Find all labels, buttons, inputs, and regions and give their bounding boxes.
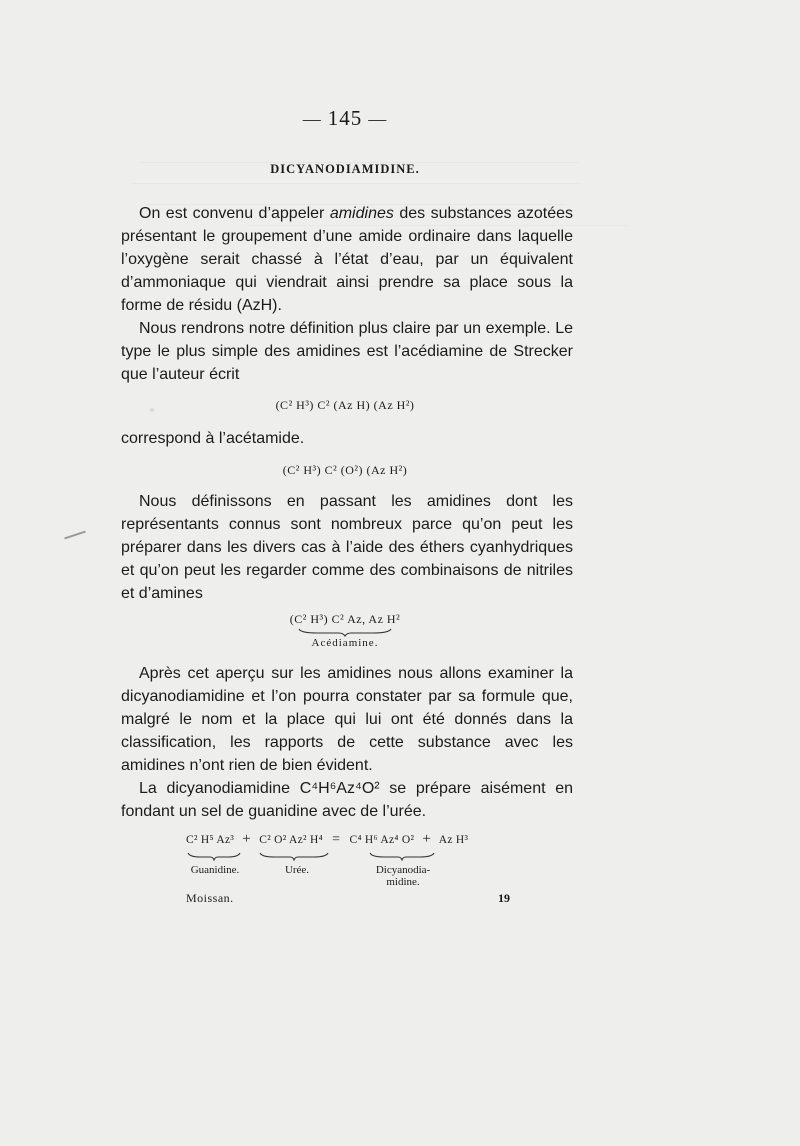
label-dicyanodiamidine — [368, 864, 438, 888]
paragraph-amidines: On est convenu d’appeler amidines des substances azotées présentant le groupement d’une amide ordinaire dans laquelle l’oxygène serait chassé à l’état d’eau, par un équivalent d’ammoniaque qui viendrait ainsi prendre sa place sous la forme de résidu (AzH). — [121, 205, 573, 314]
reaction-equation — [186, 831, 546, 848]
paragraph-acetamide: correspond à l’acétamide. — [121, 430, 305, 447]
signature-mark: 19 — [498, 891, 510, 905]
text-block-4 — [121, 662, 573, 823]
label-guanidine: Guanidine. — [190, 864, 240, 876]
formula-guanidine: C² H⁵ Az³ — [186, 834, 235, 846]
formula-ammonia: Az H³ — [438, 834, 469, 846]
plus-sign: + — [242, 831, 252, 847]
label-dicyanodiamidine-line2: midine. — [386, 876, 420, 888]
curly-brace-icon — [297, 627, 393, 637]
acediamine-label: Acédiamine. — [311, 637, 379, 649]
formula-acetamide: (C² H³) C² (O²) (Az H²) — [282, 463, 408, 477]
text-block-3 — [121, 490, 573, 605]
formula-acediamine-text: (C² H³) C² Az, Az H² — [289, 612, 401, 626]
equals-sign: = — [332, 832, 341, 847]
formula-acediamine-strecker: (C² H³) C² (Az H) (Az H²) — [275, 398, 415, 412]
equation-braces — [186, 851, 546, 861]
brace-uree-icon — [260, 853, 328, 860]
formula-dicyanodiamidine: C⁴ H⁶ Az⁴ O² — [349, 834, 415, 846]
plus-sign-2: + — [422, 831, 432, 847]
label-uree: Urée. — [284, 864, 310, 876]
emphasis-amidines: amidines — [329, 205, 394, 222]
page-number: — 145 — — [0, 106, 690, 131]
formula-acediamine-amines — [0, 612, 690, 649]
brace-guanidine-icon — [188, 853, 240, 860]
text-block-2 — [121, 427, 573, 450]
paragraph-amines: Nous définissons en passant les amidines dont les représentants connus sont nombreux parce qu’on peut les préparer dans les divers cas à l’aide des éthers cyanhydriques et qu’on peut les regarder comme des combinaisons de nitriles et d’amines — [121, 493, 573, 602]
paragraph-dicyanodiamidine: Après cet aperçu sur les amidines nous allons examiner la dicyanodiamidine et l’on pourra constater par sa formule que, malgré le nom et la place qui lui ont été donnés dans la classification, les rapports de cette substance avec les amidines n’ont rien de bien évident. — [121, 665, 573, 774]
text-block-1 — [121, 202, 573, 386]
section-title: DICYANODIAMIDINE. — [270, 162, 420, 176]
brace-dicyanodiamidine-icon — [370, 853, 434, 860]
formula-uree: C² O² Az² H⁴ — [259, 834, 323, 846]
label-dicyanodiamidine-line1: Dicyanodia- — [375, 864, 431, 876]
paragraph-definition: Nous rendrons notre définition plus claire par un exemple. Le type le plus simple des amidines est l’acédiamine de Strecker que l’auteur écrit — [121, 320, 573, 383]
margin-mark — [64, 531, 86, 540]
author-footer: Moissan. — [186, 891, 234, 905]
paragraph-preparation: La dicyanodiamidine C⁴H⁶Az⁴O² se prépare aisément en fondant un sel de guanidine avec de l’urée. — [121, 780, 573, 820]
